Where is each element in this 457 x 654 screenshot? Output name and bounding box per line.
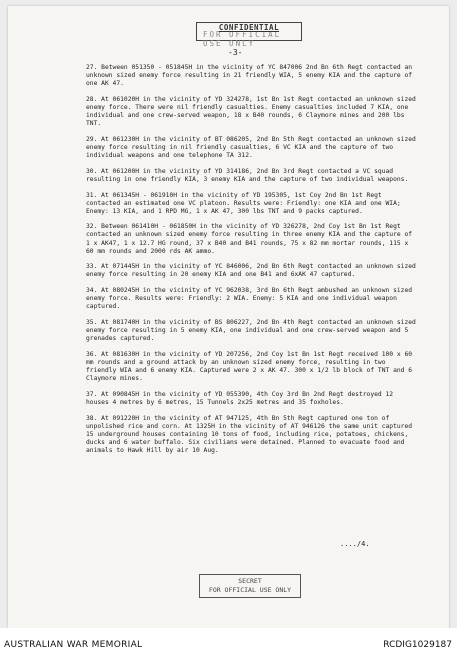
classification-stamp-bottom xyxy=(199,574,301,598)
page-number: -3- xyxy=(228,48,243,57)
stamp-bottom-line1: SECRET xyxy=(238,577,262,585)
classification-label: CONFIDENTIAL xyxy=(218,23,280,32)
continuation-marker: ..../4. xyxy=(340,540,370,548)
institution-name: AUSTRALIAN WAR MEMORIAL xyxy=(4,640,143,650)
record-id: RCDIG1029187 xyxy=(383,640,452,650)
paragraph-32: 32. Between 061410H - 061850H in the vicinity of YD 326278, 2nd Coy 1st Bn 1st Regt contacted an unknown sized enemy force resulting in three enemy KIA and the capture of 1 x AK47, 1 x 12.7 HG round, 37 x B40 and B41 rounds, 75 x 82 mm mortar rounds, 115 x 60 mm rounds and 2000 rds AK ammo. xyxy=(86,223,413,255)
classification-stamp-top xyxy=(196,22,302,48)
paragraph-38: 38. At 091220H in the vicinity of AT 947125, 4th Bn 5th Regt captured one ton of unpolished rice and corn. At 1325H in the vicinity of AT 946126 the same unit captured 15 underground houses containing 10 tons of food, including rice, potatoes, chickens, ducks and 6 water buffalo. Six civilians were detained. Planned to evacuate food and animals to Hawk Hill by air 10 Aug. xyxy=(86,414,413,454)
paragraph-27: 27. Between 051350 - 051845H in the vicinity of YC 847006 2nd Bn 6th Regt contacted an unknown sized enemy force resulting in 21 friendly WIA, 5 enemy KIA and the capture of one AK 47. xyxy=(86,64,413,88)
archive-footer xyxy=(0,628,457,654)
paragraph-34: 34. At 080245H in the vicinity of YC 962038, 3rd Bn 6th Regt ambushed an unknown sized enemy force. Results were: Friendly: 2 WIA. Enemy: 5 KIA and one individual weapon captured. xyxy=(86,287,413,311)
stamp-bottom-line2: FOR OFFICIAL USE ONLY xyxy=(208,586,292,594)
paragraph-28: 28. At 061020H in the vicinity of YD 324278, 1st Bn 1st Regt contacted an unknown sized enemy force. There were nil friendly casualties. Enemy casualties included 7 KIA, one individual and one crew-served weapon, 18 x B40 rounds, 6 Claymore mines and 200 lbs TNT. xyxy=(86,95,416,128)
paragraph-31: 31. At 061345H - 061910H in the vicinity of YD 195305, 1st Coy 2nd Bn 1st Regt contacted an estimated one VC platoon. Results were: Friendly: one KIA and one WIA; Enemy: 13 KIA, and 1 RPD MG, 1 x AK 47, 300 lbs TNT and 9 packs captured. xyxy=(86,191,401,215)
paragraph-29: 29. At 061230H in the vicinity of BT 086205, 2nd Bn 5th Regt contacted an unknown sized enemy force resulting in nil friendly casualties, 6 VC KIA and the capture of two individual weapons and one telephone TA 312. xyxy=(86,135,416,160)
paragraph-36: 36. At 081630H in the vicinity of YD 207256, 2nd Coy 1st Bn 1st Regt received 100 x 60 mm rounds and a ground attack by an unknown sized enemy force, resulting in two friendly WIA and 6 enemy KIA. Captured were 2 x AK 47. 300 x 1/2 lb block of TNT and 6 Claymore mines. xyxy=(86,350,413,383)
classification-under-text: FOR OFFICIAL USE ONLY xyxy=(203,30,282,48)
document-body xyxy=(86,64,416,463)
paragraph-30: 30. At 061200H in the vicinity of YD 314186, 2nd Bn 3rd Regt contacted a VC squad resulting in one friendly KIA, 3 enemy KIA and the capture of two individual weapons. xyxy=(86,167,409,183)
paragraph-33: 33. At 071445H in the vicinity of YC 846006, 2nd Bn 6th Regt contacted an unknown sized enemy force resulting in 20 enemy KIA and one B41 and 6xAK 47 captured. xyxy=(86,263,416,279)
paragraph-35: 35. At 081740H in the vicinity of BS 806227, 2nd Bn 4th Regt contacted an unknown sized enemy force resulting in 5 enemy KIA, one individual and one crew-served weapon and 5 grenades captured. xyxy=(86,319,416,343)
paragraph-37: 37. At 090845H in the vicinity of YD 055390, 4th Coy 3rd Bn 2nd Regt destroyed 12 houses 4 metres by 6 metres, 15 Tunnels 2x25 metres and 35 foxholes. xyxy=(86,390,394,406)
